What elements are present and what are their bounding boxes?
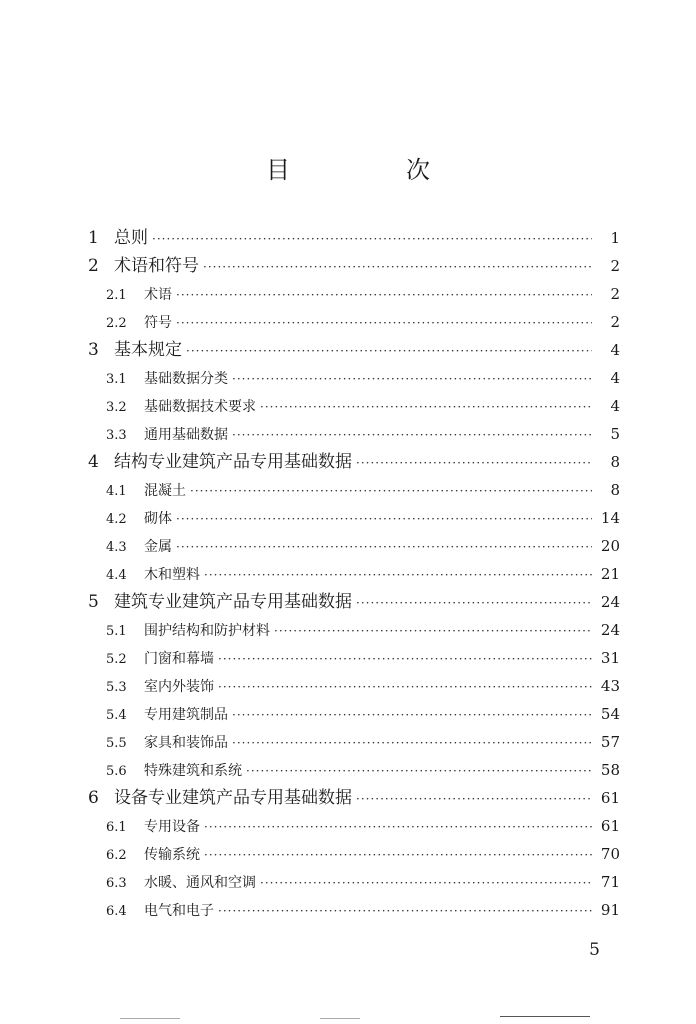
toc-entry-page: 14 xyxy=(600,509,620,527)
toc-entry-number: 4.1 xyxy=(106,484,127,499)
toc-dot-leader xyxy=(218,673,592,701)
toc-entry-page: 2 xyxy=(610,257,620,275)
toc-entry-label: 专用设备 xyxy=(144,819,200,835)
toc-section-entry xyxy=(88,476,620,504)
toc-entry-page: 24 xyxy=(600,593,620,611)
toc-entry-page: 58 xyxy=(600,761,620,779)
toc-entry-page: 70 xyxy=(600,845,620,863)
toc-section-entry xyxy=(88,504,620,532)
toc-dot-leader xyxy=(260,393,592,421)
toc-entry-page: 91 xyxy=(600,901,620,919)
toc-dot-leader xyxy=(190,477,592,505)
toc-section-entry xyxy=(88,280,620,308)
toc-entry-label: 金属 xyxy=(144,539,172,555)
toc-dot-leader xyxy=(176,533,592,561)
toc-entry-number: 5.2 xyxy=(106,652,127,667)
toc-chapter-entry xyxy=(88,336,620,364)
toc-section-entry xyxy=(88,560,620,588)
toc-entry-page: 2 xyxy=(610,313,620,331)
toc-entry-label: 传输系统 xyxy=(144,847,200,863)
toc-entry-number: 4.4 xyxy=(106,568,127,583)
toc-dot-leader xyxy=(232,701,592,729)
toc-dot-leader xyxy=(204,841,592,869)
toc-dot-leader xyxy=(204,561,592,589)
toc-section-entry xyxy=(88,840,620,868)
toc-entry-number: 3 xyxy=(88,340,99,360)
toc-entry-number: 5.5 xyxy=(106,736,127,751)
toc-entry-page: 4 xyxy=(610,341,620,359)
toc-entry-label: 基础数据技术要求 xyxy=(144,399,256,415)
toc-entry-page: 71 xyxy=(600,873,620,891)
toc-entry-label: 水暖、通风和空调 xyxy=(144,875,256,891)
toc-section-entry xyxy=(88,616,620,644)
toc-chapter-entry xyxy=(88,588,620,616)
toc-entry-number: 1 xyxy=(88,228,99,248)
toc-entry-label: 术语和符号 xyxy=(114,256,199,276)
toc-section-entry xyxy=(88,420,620,448)
toc-entry-number: 4.3 xyxy=(106,540,127,555)
scan-artifact xyxy=(500,1016,590,1017)
toc-dot-leader xyxy=(232,729,592,757)
toc-entry-number: 5 xyxy=(88,592,99,612)
toc-entry-label: 家具和装饰品 xyxy=(144,735,228,751)
toc-entry-label: 总则 xyxy=(114,228,148,248)
toc-entry-label: 通用基础数据 xyxy=(144,427,228,443)
toc-entry-label: 专用建筑制品 xyxy=(144,707,228,723)
toc-entry-number: 5.1 xyxy=(106,624,127,639)
toc-dot-leader xyxy=(203,253,592,281)
toc-entry-page: 8 xyxy=(610,453,620,471)
toc-entry-page: 21 xyxy=(600,565,620,583)
scan-artifact xyxy=(120,1018,180,1019)
toc-entry-label: 基础数据分类 xyxy=(144,371,228,387)
toc-entry-page: 4 xyxy=(610,397,620,415)
toc-entry-number: 3.3 xyxy=(106,428,127,443)
toc-entry-label: 电气和电子 xyxy=(144,903,214,919)
toc-entry-number: 5.4 xyxy=(106,708,127,723)
toc-entry-number: 3.2 xyxy=(106,400,127,415)
toc-entry-page: 8 xyxy=(610,481,620,499)
toc-entry-number: 5.3 xyxy=(106,680,127,695)
toc-section-entry xyxy=(88,812,620,840)
toc-entry-number: 6.1 xyxy=(106,820,127,835)
toc-section-entry xyxy=(88,728,620,756)
toc-dot-leader xyxy=(186,337,592,365)
toc-entry-number: 3.1 xyxy=(106,372,127,387)
toc-entry-number: 2 xyxy=(88,256,99,276)
toc-entry-number: 4.2 xyxy=(106,512,127,527)
toc-dot-leader xyxy=(232,421,592,449)
toc-entry-page: 24 xyxy=(600,621,620,639)
toc-entry-label: 木和塑料 xyxy=(144,567,200,583)
toc-chapter-entry xyxy=(88,224,620,252)
toc-entry-label: 特殊建筑和系统 xyxy=(144,763,242,779)
toc-dot-leader xyxy=(204,813,592,841)
toc-entry-number: 2.2 xyxy=(106,316,127,331)
toc-dot-leader xyxy=(218,897,592,925)
toc-entry-label: 建筑专业建筑产品专用基础数据 xyxy=(114,592,352,612)
toc-entry-page: 4 xyxy=(610,369,620,387)
toc-dot-leader xyxy=(176,281,592,309)
toc-section-entry xyxy=(88,756,620,784)
toc-entry-label: 基本规定 xyxy=(114,340,182,360)
toc-entry-page: 61 xyxy=(600,789,620,807)
toc-entry-label: 围护结构和防护材料 xyxy=(144,623,270,639)
toc-chapter-entry xyxy=(88,448,620,476)
page-title: 目 次 xyxy=(266,156,476,184)
toc-entry-number: 5.6 xyxy=(106,764,127,779)
toc-entry-page: 54 xyxy=(600,705,620,723)
toc-entry-number: 4 xyxy=(88,452,99,472)
toc-dot-leader xyxy=(176,309,592,337)
toc-entry-label: 室内外装饰 xyxy=(144,679,214,695)
toc-entry-page: 2 xyxy=(610,285,620,303)
toc-section-entry xyxy=(88,644,620,672)
scan-artifact xyxy=(320,1018,360,1019)
toc-chapter-entry xyxy=(88,252,620,280)
toc-entry-page: 20 xyxy=(600,537,620,555)
toc-dot-leader xyxy=(356,449,592,477)
toc-entry-label: 砌体 xyxy=(144,511,172,527)
toc-entry-number: 6.2 xyxy=(106,848,127,863)
toc-section-entry xyxy=(88,532,620,560)
toc-dot-leader xyxy=(260,869,592,897)
toc-entry-page: 1 xyxy=(610,229,620,247)
table-of-contents xyxy=(88,224,620,924)
toc-dot-leader xyxy=(232,365,592,393)
toc-entry-page: 5 xyxy=(610,425,620,443)
toc-entry-page: 61 xyxy=(600,817,620,835)
toc-section-entry xyxy=(88,364,620,392)
toc-entry-number: 6.4 xyxy=(106,904,127,919)
toc-entry-page: 57 xyxy=(600,733,620,751)
toc-chapter-entry xyxy=(88,784,620,812)
toc-dot-leader xyxy=(246,757,592,785)
toc-dot-leader xyxy=(218,645,592,673)
toc-entry-number: 2.1 xyxy=(106,288,127,303)
toc-section-entry xyxy=(88,392,620,420)
toc-entry-label: 混凝土 xyxy=(144,483,186,499)
toc-entry-page: 43 xyxy=(600,677,620,695)
toc-entry-number: 6.3 xyxy=(106,876,127,891)
toc-section-entry xyxy=(88,700,620,728)
toc-entry-label: 结构专业建筑产品专用基础数据 xyxy=(114,452,352,472)
toc-dot-leader xyxy=(356,785,592,813)
toc-section-entry xyxy=(88,896,620,924)
toc-dot-leader xyxy=(356,589,592,617)
toc-entry-page: 31 xyxy=(600,649,620,667)
toc-entry-label: 门窗和幕墙 xyxy=(144,651,214,667)
toc-section-entry xyxy=(88,672,620,700)
toc-dot-leader xyxy=(152,225,592,253)
toc-section-entry xyxy=(88,868,620,896)
toc-section-entry xyxy=(88,308,620,336)
toc-entry-number: 6 xyxy=(88,788,99,808)
toc-entry-label: 术语 xyxy=(144,287,172,303)
toc-entry-label: 设备专业建筑产品专用基础数据 xyxy=(114,788,352,808)
toc-entry-label: 符号 xyxy=(144,315,172,331)
toc-dot-leader xyxy=(274,617,592,645)
page-number: 5 xyxy=(589,940,600,960)
toc-dot-leader xyxy=(176,505,592,533)
